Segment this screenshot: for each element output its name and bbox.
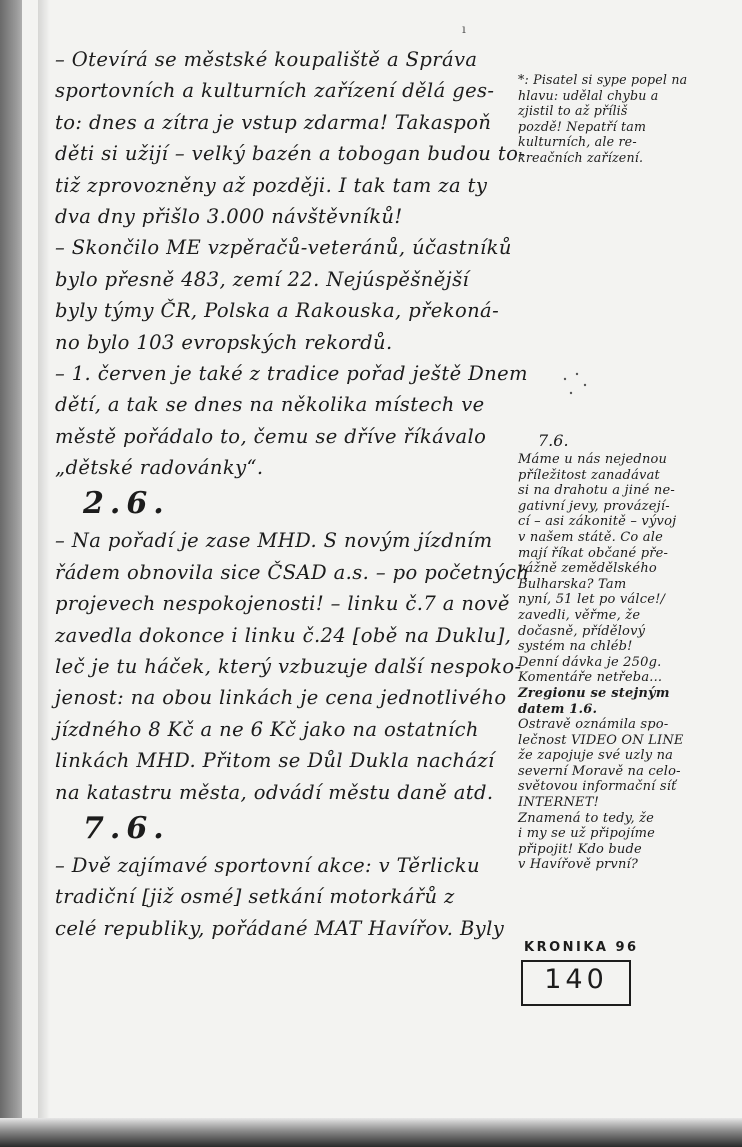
chronicle-label: KRONIKA 96 [524, 940, 639, 955]
side-line: Komentáře netřeba... [518, 670, 663, 686]
side-line: vážně zemědělského [518, 561, 657, 577]
text-line: jenost: na obou linkách je cena jednotlivého [55, 686, 507, 710]
side-line: severní Moravě na celo- [518, 763, 681, 779]
text-line: tiž zprovozněny až později. I tak tam za ty [55, 173, 488, 197]
date-heading: 7.6. [83, 810, 170, 846]
top-mark: ı [462, 22, 466, 36]
text-line: jízdného 8 Kč a ne 6 Kč jako na ostatních [55, 717, 479, 741]
text-line: dva dny přišlo 3.000 návštěvníků! [55, 204, 403, 228]
entry-paragraph-2 [55, 525, 530, 808]
side-line: Bulharska? Tam [518, 576, 627, 592]
note-line: kulturních, ale re- [518, 134, 637, 150]
side-line: systém na chléb! [518, 639, 633, 655]
text-line: byly týmy ČR, Polska a Rakouska, překoná- [55, 299, 500, 323]
main-text-column [55, 44, 530, 944]
side-line: že zapojuje své uzly na [518, 748, 674, 764]
page-number: 140 [544, 964, 608, 995]
side-line: nyní, 51 let po válce!/ [518, 592, 666, 608]
text-line: leč je tu háček, který vzbuzuje další nespoko- [55, 655, 522, 679]
note-line: hlavu: udělal chybu a [518, 87, 659, 103]
text-line: celé republiky, pořádané MAT Havířov. Byly [55, 916, 505, 940]
side-subheading: datem 1.6. [518, 701, 598, 717]
note-line: kreačních zařízení. [518, 149, 644, 165]
text-line: na katastru města, odvádí městu daně atd. [55, 780, 494, 804]
side-line: lečnost VIDEO ON LINE [518, 732, 684, 748]
date-heading: 2.6. [83, 486, 170, 522]
text-line: dětí, a tak se dnes na několika místech ve [55, 393, 485, 417]
side-line: dočasně, přídělový [518, 623, 646, 639]
side-line: INTERNET! [518, 795, 600, 811]
scribble-mark [555, 365, 595, 405]
entry-paragraph-1 [55, 44, 528, 483]
text-line: zavedla dokonce i linku č.24 [obě na Duklu], [55, 623, 512, 647]
side-line: i my se už připojíme [518, 826, 655, 842]
text-line: řádem obnovila sice ČSAD a.s. – po početných [55, 560, 530, 584]
note-line: pozdě! Nepatří tam [518, 118, 647, 134]
text-line: sportovních a kulturních zařízení dělá ges- [55, 79, 495, 103]
side-line: Ostravě oznámila spo- [518, 717, 669, 733]
side-line: Denní dávka je 250g. [518, 654, 662, 670]
side-line: zavedli, věřme, že [518, 607, 641, 623]
side-subheading: Zregionu se stejným [518, 685, 670, 701]
text-line: městě pořádalo to, čemu se dříve říkávalo [55, 424, 487, 448]
side-line: v našem státě. Co ale [518, 529, 663, 545]
page-bottom-edge [0, 1118, 742, 1147]
entry-paragraph-3 [55, 850, 510, 944]
page-number-box [521, 960, 631, 1006]
side-line: Máme u nás nejednou [518, 452, 668, 467]
text-line: – 1. červen je také z tradice pořad ještě Dnem [55, 361, 528, 385]
text-line: to: dnes a zítra je vstup zdarma! Takaspoň [55, 110, 492, 134]
side-line: mají říkat občané pře- [518, 545, 669, 561]
side-line: světovou informační síť [518, 779, 677, 795]
text-line: projevech nespokojenosti! – linku č.7 a nově [55, 592, 510, 616]
side-column [518, 430, 718, 873]
margin-correction-note [518, 72, 718, 166]
note-line: zjistil to až příliš [518, 103, 628, 119]
text-line: no bylo 103 evropských rekordů. [55, 330, 393, 354]
side-line: cí – asi zákonitě – vývoj [518, 514, 677, 530]
side-line: v Havířově první? [518, 857, 639, 873]
text-line: – Dvě zajímavé sportovní akce: v Těrlicku [55, 853, 480, 877]
text-line: tradiční [již osmé] setkání motorkářů z [55, 885, 455, 909]
text-line: linkách MHD. Přitom se Důl Dukla nachází [55, 749, 495, 773]
text-line: – Otevírá se městské koupaliště a Správa [55, 48, 478, 71]
text-line: děti si užijí – velký bazén a tobogan budou to- [55, 142, 526, 166]
side-line: si na drahotu a jiné ne- [518, 483, 675, 499]
side-line: gativní jevy, provázejí- [518, 498, 670, 514]
side-line: připojit! Kdo bude [518, 841, 642, 857]
text-line: bylo přesně 483, zemí 22. Nejúspěšnější [55, 267, 470, 291]
side-line: Znamená to tedy, že [518, 810, 655, 826]
text-line: – Na pořadí je zase MHD. S novým jízdním [55, 529, 493, 553]
page-shadow [38, 0, 50, 1118]
text-line: „dětské radovánky“. [55, 456, 264, 480]
side-line: příležitost zanadávat [518, 467, 660, 483]
note-line: *: Pisatel si sype popel na [518, 72, 688, 87]
text-line: – Skončilo ME vzpěračů-veteránů, účastníků [55, 236, 512, 260]
side-date-heading: 7.6. [538, 431, 569, 450]
